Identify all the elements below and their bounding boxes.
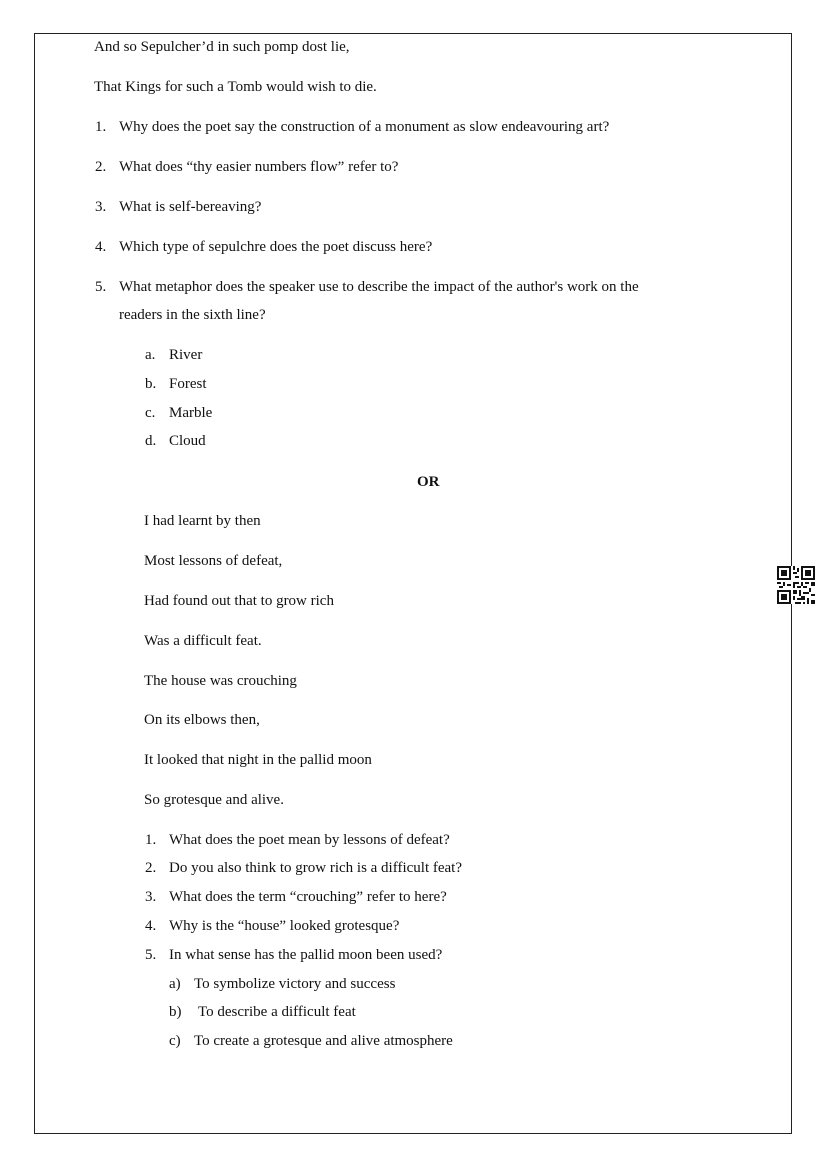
option-b-c-text: To create a grotesque and alive atmosphere (194, 1033, 453, 1049)
option-d-text: Cloud (169, 433, 206, 449)
question-a-2-number: 2. (95, 159, 107, 175)
question-a-5-text: What metaphor does the speaker use to describe the impact of the author's work on the (119, 279, 639, 295)
option-b-b-text: To describe a difficult feat (198, 1004, 356, 1020)
poem-line-6: On its elbows then, (144, 712, 260, 728)
option-a-label: a. (145, 347, 156, 363)
question-a-2-text: What does “thy easier numbers flow” refer to? (119, 159, 399, 175)
question-b-3-text: What does the term “crouching” refer to here? (169, 889, 447, 905)
qr-code-icon (777, 566, 815, 604)
question-a-1-text: Why does the poet say the construction of a monument as slow endeavouring art? (119, 119, 610, 135)
question-a-4-text: Which type of sepulchre does the poet discuss here? (119, 239, 433, 255)
question-b-5-text: In what sense has the pallid moon been used? (169, 947, 443, 963)
intro-line-1: And so Sepulcher’d in such pomp dost lie, (94, 39, 350, 55)
poem-line-7: It looked that night in the pallid moon (144, 752, 372, 768)
question-a-3-number: 3. (95, 199, 107, 215)
question-b-5-number: 5. (145, 947, 157, 963)
option-b-a-label: a) (169, 976, 181, 992)
question-b-1-number: 1. (145, 832, 157, 848)
poem-line-8: So grotesque and alive. (144, 792, 284, 808)
question-b-4-text: Why is the “house” looked grotesque? (169, 918, 400, 934)
question-b-2-text: Do you also think to grow rich is a difficult feat? (169, 860, 462, 876)
poem-line-2: Most lessons of defeat, (144, 553, 283, 569)
question-a-5-number: 5. (95, 279, 107, 295)
option-a-text: River (169, 347, 203, 363)
option-c-text: Marble (169, 405, 213, 421)
option-b-a-text: To symbolize victory and success (194, 976, 396, 992)
option-b-c-label: c) (169, 1033, 181, 1049)
option-b-text: Forest (169, 376, 207, 392)
question-a-5-text-continued: readers in the sixth line? (119, 307, 266, 323)
poem-line-4: Was a difficult feat. (144, 633, 262, 649)
option-d-label: d. (145, 433, 157, 449)
option-b-label: b. (145, 376, 157, 392)
question-b-4-number: 4. (145, 918, 157, 934)
option-b-b-label: b) (169, 1004, 182, 1020)
question-a-4-number: 4. (95, 239, 107, 255)
question-b-3-number: 3. (145, 889, 157, 905)
question-a-3-text: What is self-bereaving? (119, 199, 262, 215)
question-a-1-number: 1. (95, 119, 107, 135)
poem-line-3: Had found out that to grow rich (144, 593, 334, 609)
question-b-2-number: 2. (145, 860, 157, 876)
question-b-1-text: What does the poet mean by lessons of defeat? (169, 832, 450, 848)
option-c-label: c. (145, 405, 156, 421)
poem-line-5: The house was crouching (144, 673, 297, 689)
intro-line-2: That Kings for such a Tomb would wish to die. (94, 79, 377, 95)
or-divider: OR (417, 474, 440, 490)
poem-line-1: I had learnt by then (144, 513, 261, 529)
